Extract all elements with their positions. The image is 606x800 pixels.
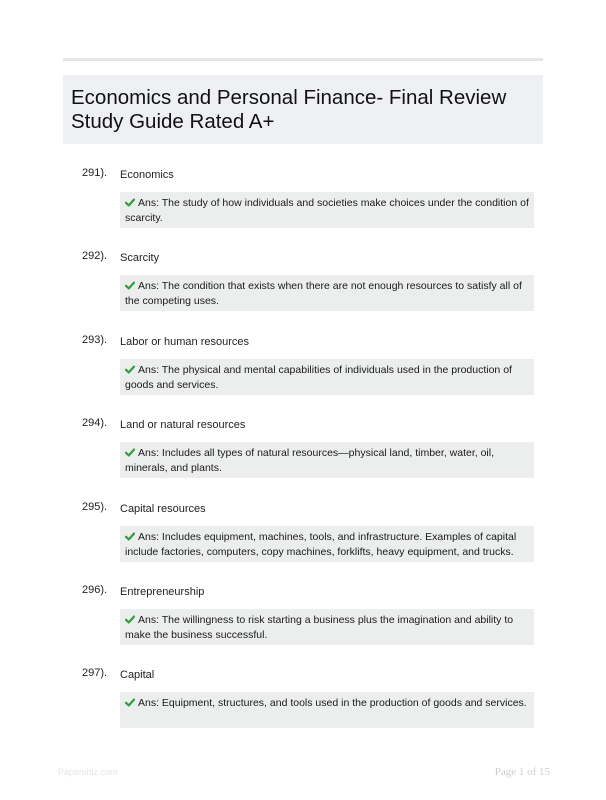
answer-text: Ans: The physical and mental capabilities of individuals used in the production of goods and services. (125, 363, 512, 391)
title-banner (63, 75, 543, 144)
check-icon (125, 198, 135, 207)
question-term: Capital (120, 669, 155, 682)
list-item (0, 581, 606, 664)
check-icon (125, 281, 135, 290)
check-icon (125, 448, 135, 457)
question-number: 296). (82, 583, 108, 596)
question-number: 293). (82, 333, 108, 346)
list-item (0, 247, 606, 330)
answer-text: Ans: Includes equipment, machines, tools, and infrastructure. Examples of capital include factories, computers, copy machines, forklifts, heavy equipment, and trucks. (125, 530, 517, 558)
list-item (0, 414, 606, 497)
question-term: Entrepreneurship (120, 585, 205, 598)
answer-box (120, 526, 534, 562)
question-number: 292). (82, 250, 108, 263)
top-divider (63, 58, 543, 61)
answer-box (120, 192, 534, 228)
answer-text: Ans: The condition that exists when there are not enough resources to satisfy all of the competing uses. (125, 280, 522, 308)
answer-text: Ans: The study of how individuals and societies make choices under the condition of scarcity. (125, 197, 529, 224)
answer-text: Ans: Includes all types of natural resources—physical land, timber, water, oil, minerals, and plants. (125, 447, 495, 475)
answer-text: Ans: The willingness to risk starting a business plus the imagination and ability to make the business successful. (125, 613, 514, 641)
question-term: Land or natural resources (120, 419, 246, 432)
question-term: Scarcity (120, 252, 160, 265)
check-icon (125, 698, 135, 707)
question-number: 294). (82, 417, 108, 430)
qa-list (0, 164, 606, 748)
answer-box (120, 442, 534, 478)
footer-watermark: Papersbiz.com (58, 767, 118, 777)
question-term: Economics (120, 169, 174, 181)
check-icon (125, 615, 135, 624)
list-item (0, 664, 606, 747)
answer-box (120, 692, 534, 728)
answer-text: Ans: Equipment, structures, and tools used in the production of goods and services. (138, 697, 527, 710)
list-item (0, 164, 606, 247)
answer-box (120, 609, 534, 645)
question-number: 295). (82, 500, 108, 513)
answer-box (120, 359, 534, 395)
check-icon (125, 365, 135, 374)
check-icon (125, 532, 135, 541)
question-number: 291). (82, 167, 108, 179)
question-term: Capital resources (120, 502, 206, 515)
list-item (0, 331, 606, 414)
question-term: Labor or human resources (120, 335, 250, 348)
page-number: Page 1 of 15 (494, 766, 550, 778)
question-number: 297). (82, 667, 108, 680)
answer-box (120, 275, 534, 311)
document-title: Economics and Personal Finance- Final Review Study Guide Rated A+ (71, 86, 507, 133)
list-item (0, 498, 606, 581)
